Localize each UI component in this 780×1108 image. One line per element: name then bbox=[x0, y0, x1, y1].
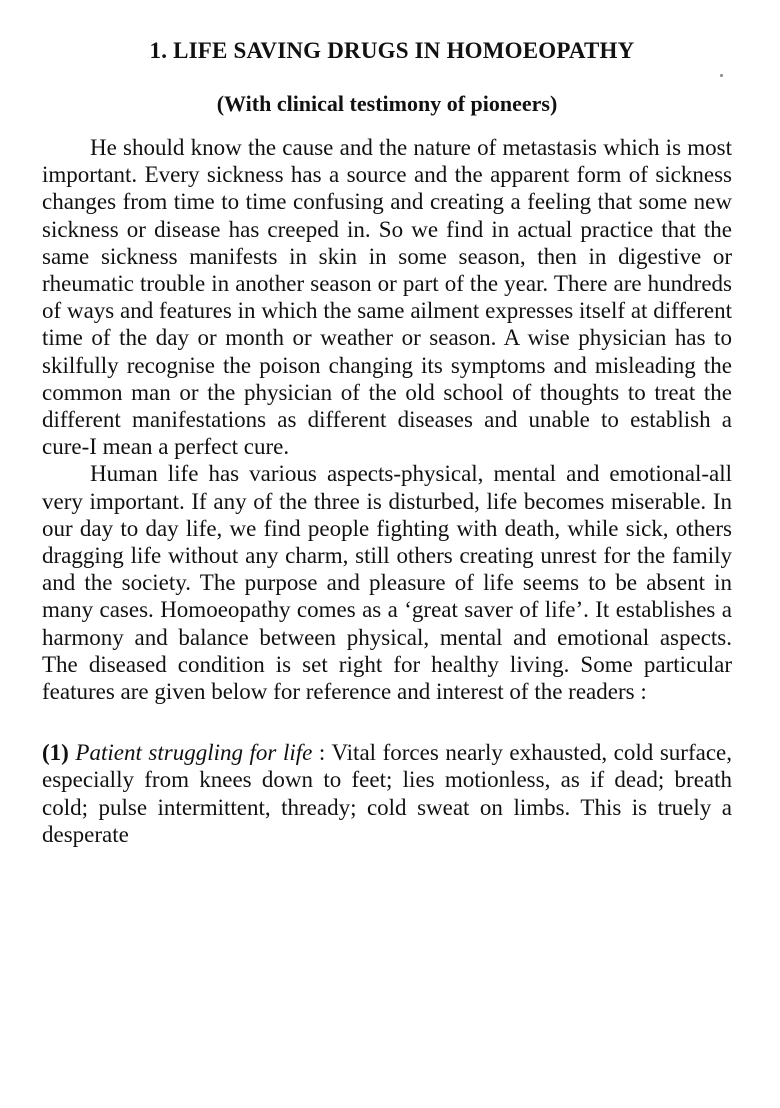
scan-speck bbox=[720, 74, 723, 77]
point-1-text: Vital forces nearly exhausted, cold surface, especially from knees down to feet; lies motionless, as if dead; breath cold; pulse intermittent, thready; cold sweat on limbs. This is truely a desperate bbox=[42, 740, 732, 847]
point-1-heading: Patient struggling for life bbox=[75, 740, 313, 766]
paragraph-human-life: Human life has various aspects-physical, mental and emotional-all very important. If any of the three is disturbed, life becomes miserable. In our day to day life, we find people fighting with death, while sick, others dragging life without any charm, still others creating unrest for the family and the society. The purpose and pleasure of life seems to be absent in many cases. Homoeopathy comes as a ‘great saver of life’. It establishes a harmony and balance between physical, mental and emotional aspects. The diseased condition is set right for healthy living. Some particular features are given below for reference and interest of the readers : bbox=[42, 461, 732, 705]
chapter-subtitle: (With clinical testimony of pioneers) bbox=[216, 91, 558, 116]
chapter-title: 1. LIFE SAVING DRUGS IN HOMOEOPATHY bbox=[149, 38, 635, 63]
point-1 bbox=[42, 739, 732, 848]
paragraph-metastasis: He should know the cause and the nature of metastasis which is most important. Every sickness has a source and the apparent form of sickness changes from time to time confusing and creating a feeling that some new sickness or disease has creeped in. So we find in actual practice that the same sickness manifests in skin in some season, then in digestive or rheumatic trouble in another season or part of the year. There are hundreds of ways and features in which the same ailment expresses itself at different time of the day or month or weather or season. A wise physician has to skilfully recognise the poison changing its symptoms and misleading the common man or the physician of the old school of thoughts to treat the different manifestations as different diseases and unable to establish a cure-I mean a perfect cure. bbox=[42, 135, 732, 460]
point-1-number: (1) bbox=[42, 740, 69, 766]
point-1-separator: : bbox=[312, 740, 332, 766]
